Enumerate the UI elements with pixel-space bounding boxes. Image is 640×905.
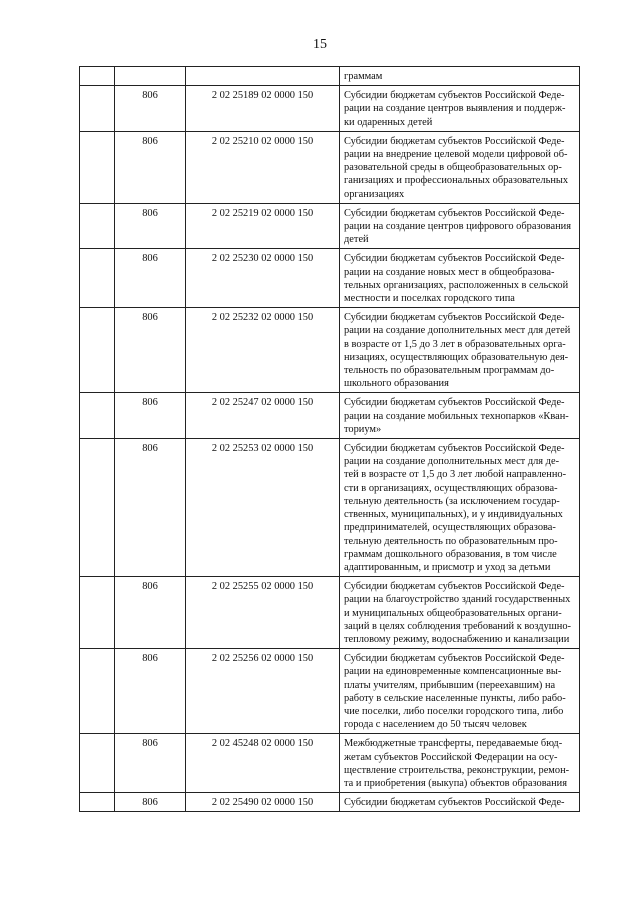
revenue-name-line: рации на единовременные компенсационные вы- [344, 666, 562, 678]
revenue-name-line: чие поселки, либо поселки городского типа, либо [344, 705, 564, 717]
table-body [80, 67, 580, 812]
administrator-code-cell: 806 [115, 793, 186, 812]
revenue-name-cell [340, 131, 580, 203]
blank-cell [80, 649, 115, 734]
revenue-name-cell [340, 439, 580, 577]
revenue-code-cell: 2 02 25247 02 0000 150 [186, 393, 340, 439]
revenue-name-line: рации на внедрение целевой модели цифровой об- [344, 149, 568, 161]
revenue-name-cell [340, 793, 580, 812]
revenue-name-cell [340, 249, 580, 308]
table-row [80, 577, 580, 649]
revenue-name-line: Субсидии бюджетам субъектов Российской Феде- [344, 443, 565, 455]
table-row [80, 734, 580, 793]
revenue-code-cell: 2 02 25490 02 0000 150 [186, 793, 340, 812]
revenue-name-line: Субсидии бюджетам субъектов Российской Феде- [344, 135, 565, 147]
revenue-name-line: Субсидии бюджетам субъектов Российской Феде- [344, 797, 565, 809]
revenue-name-line: в возрасте от 1,5 до 3 лет в образовательных орга- [344, 338, 566, 350]
table-row [80, 308, 580, 393]
blank-cell [80, 203, 115, 249]
revenue-name-line: Субсидии бюджетам субъектов Российской Феде- [344, 207, 565, 219]
administrator-code-cell: 806 [115, 649, 186, 734]
page-number: 15 [313, 37, 327, 52]
revenue-name-line: адаптированным, и присмотр и уход за детьми [344, 561, 551, 573]
table-row [80, 393, 580, 439]
revenue-name-line: та и приобретения (выкупа) объектов образования [344, 777, 567, 789]
administrator-code-cell: 806 [115, 203, 186, 249]
revenue-code-cell: 2 02 25189 02 0000 150 [186, 86, 340, 132]
revenue-name-cell [340, 67, 580, 86]
revenue-name-line: рации на создание дополнительных мест для де- [344, 456, 560, 468]
revenue-name-line: граммам дошкольного образования, в том числе [344, 548, 557, 560]
revenue-name-line: и муниципальных общеобразовательных органи- [344, 607, 562, 619]
revenue-name-line: тельную деятельность по образовательным про- [344, 535, 558, 547]
revenue-name-line: рации на создание новых мест в общеобразова- [344, 266, 555, 278]
administrator-code-cell: 806 [115, 734, 186, 793]
blank-cell [80, 86, 115, 132]
revenue-name-line: Субсидии бюджетам субъектов Российской Феде- [344, 253, 565, 265]
revenue-name-line: детей [344, 234, 369, 246]
revenue-name-line: организациях [344, 188, 405, 200]
administrator-code-cell: 806 [115, 439, 186, 577]
revenue-name-line: Субсидии бюджетам субъектов Российской Феде- [344, 312, 565, 324]
revenue-name-cell [340, 577, 580, 649]
administrator-code-cell: 806 [115, 308, 186, 393]
administrator-code-cell: 806 [115, 249, 186, 308]
revenue-name-line: рации на создание мобильных технопарков «Кван- [344, 410, 569, 422]
revenue-name-line: рации на создание дополнительных мест для детей [344, 325, 571, 337]
revenue-name-line: школьного образования [344, 378, 449, 390]
revenue-name-line: предпринимателей, осуществляющих образова- [344, 522, 556, 534]
revenue-code-cell: 2 02 25256 02 0000 150 [186, 649, 340, 734]
table-row [80, 649, 580, 734]
budget-revenue-table [79, 66, 580, 812]
revenue-code-cell: 2 02 45248 02 0000 150 [186, 734, 340, 793]
revenue-name-line: граммам [344, 71, 383, 82]
revenue-name-line: платы учителям, прибывшим (переехавшим) на [344, 679, 556, 691]
blank-cell [80, 308, 115, 393]
revenue-code-cell [186, 67, 340, 86]
revenue-name-line: сти в организациях, осуществляющих образова- [344, 482, 558, 494]
revenue-name-line: рации на создание центров цифрового образования [344, 221, 571, 233]
revenue-name-cell [340, 393, 580, 439]
blank-cell [80, 249, 115, 308]
table-row [80, 793, 580, 812]
blank-cell [80, 393, 115, 439]
table-row [80, 203, 580, 249]
revenue-name-line: ществление строительства, реконструкции, ремон- [344, 764, 570, 776]
blank-cell [80, 577, 115, 649]
revenue-code-cell: 2 02 25255 02 0000 150 [186, 577, 340, 649]
blank-cell [80, 439, 115, 577]
revenue-name-line: ственных, муниципальных), и у индивидуальных [344, 509, 563, 521]
revenue-name-cell [340, 203, 580, 249]
table-row [80, 67, 580, 86]
revenue-name-line: разовательной среды в общеобразовательных ор- [344, 162, 562, 174]
blank-cell [80, 793, 115, 812]
revenue-name-line: города с населением до 50 тысяч человек [344, 719, 527, 731]
table-row [80, 249, 580, 308]
revenue-name-line: местности и поселках городского типа [344, 293, 515, 305]
revenue-name-line: жетам субъектов Российской Федерации на осу- [344, 751, 558, 763]
revenue-code-cell: 2 02 25210 02 0000 150 [186, 131, 340, 203]
revenue-code-cell: 2 02 25230 02 0000 150 [186, 249, 340, 308]
revenue-name-line: низациях, осуществляющих образовательную дея- [344, 351, 569, 363]
administrator-code-cell: 806 [115, 86, 186, 132]
revenue-name-cell [340, 308, 580, 393]
revenue-name-line: работу в сельские населенные пункты, либо рабо- [344, 692, 566, 704]
revenue-name-line: заций в целях соблюдения требований к воздушно- [344, 620, 571, 632]
revenue-name-line: тельных организациях, расположенных в сельской [344, 279, 569, 291]
revenue-name-line: тельность по образовательным программам до- [344, 365, 555, 377]
table-row [80, 131, 580, 203]
revenue-name-cell [340, 734, 580, 793]
revenue-name-line: тепловому режиму, водоснабжению и канализации [344, 633, 570, 645]
blank-cell [80, 131, 115, 203]
revenue-name-cell [340, 649, 580, 734]
revenue-name-line: тей в возрасте от 1,5 до 3 лет любой направленно- [344, 469, 567, 481]
revenue-name-line: Субсидии бюджетам субъектов Российской Феде- [344, 90, 565, 102]
revenue-name-line: ганизациях и профессиональных образовательных [344, 175, 569, 187]
administrator-code-cell: 806 [115, 131, 186, 203]
blank-cell [80, 734, 115, 793]
revenue-name-line: рации на благоустройство зданий государственных [344, 594, 571, 606]
blank-cell [80, 67, 115, 86]
revenue-name-line: рации на создание центров выявления и поддерж- [344, 103, 566, 115]
revenue-name-line: Субсидии бюджетам субъектов Российской Феде- [344, 397, 565, 409]
revenue-name-line: Субсидии бюджетам субъектов Российской Феде- [344, 653, 565, 665]
revenue-name-line: тельную деятельность (за исключением государ- [344, 495, 560, 507]
table-row [80, 86, 580, 132]
revenue-code-cell: 2 02 25232 02 0000 150 [186, 308, 340, 393]
revenue-name-line: ториум» [344, 423, 382, 435]
revenue-code-cell: 2 02 25219 02 0000 150 [186, 203, 340, 249]
revenue-name-line: ки одаренных детей [344, 116, 433, 128]
revenue-name-cell [340, 86, 580, 132]
administrator-code-cell [115, 67, 186, 86]
table-row [80, 439, 580, 577]
administrator-code-cell: 806 [115, 577, 186, 649]
revenue-name-line: Субсидии бюджетам субъектов Российской Феде- [344, 581, 565, 593]
revenue-code-cell: 2 02 25253 02 0000 150 [186, 439, 340, 577]
administrator-code-cell: 806 [115, 393, 186, 439]
revenue-name-line: Межбюджетные трансферты, передаваемые бюд- [344, 738, 563, 750]
